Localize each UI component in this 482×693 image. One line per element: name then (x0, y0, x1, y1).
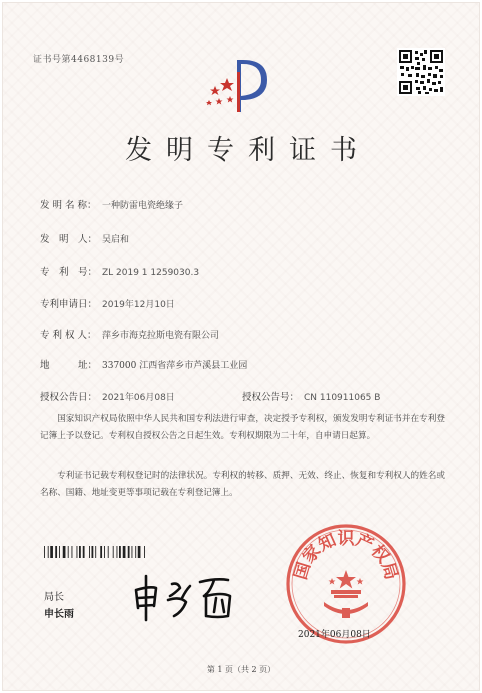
field-value: 2019年12月10日 (102, 300, 175, 310)
barcode-bar (48, 546, 49, 558)
barcode-bar (63, 546, 66, 558)
certificate-number: 证书号第4468139号 (33, 55, 125, 65)
barcode-bar (104, 546, 105, 558)
barcode-bar (117, 546, 118, 558)
barcode-bar (95, 546, 96, 558)
barcode-bar (123, 546, 126, 558)
page-title: 发明专利证书 (125, 135, 371, 166)
barcode-bar (138, 546, 141, 558)
field-value: 萍乡市海克拉斯电瓷有限公司 (102, 331, 220, 341)
barcode-bar (108, 546, 109, 558)
field-label: 专 利 权 人： (40, 330, 97, 341)
field-inventor (40, 231, 129, 245)
field-label: 授权公告号： (242, 392, 300, 403)
field-value: ZL 2019 1 1259030.3 (102, 268, 200, 278)
field-label: 发 明 名 称： (40, 200, 97, 211)
barcode-bar (77, 546, 78, 558)
barcode-bar (144, 546, 145, 558)
field-label: 地 址： (40, 360, 98, 371)
field-value: 2021年06月08日 (102, 393, 175, 403)
handwritten-signature (130, 572, 250, 624)
barcode-bar (89, 546, 90, 558)
field-value: 337000 江西省萍乡市芦溪县工业园 (102, 361, 248, 371)
field-value: CN 110911065 B (304, 393, 381, 403)
signatory-title: 局长 (44, 592, 64, 603)
field-address (40, 357, 247, 371)
legal-status-paragraph: 专利证书记载专利权登记时的法律状况。专利权的转移、质押、无效、终止、恢复和专利权人的姓名或名称、国籍、地址变更等事项记载在专利登记簿上。 (40, 471, 445, 498)
barcode-bar (100, 546, 102, 558)
field-application-date (40, 296, 175, 310)
barcode-bar (79, 546, 81, 558)
barcode-bar (59, 546, 60, 558)
field-grant-date (40, 389, 175, 403)
barcode-bar (92, 546, 94, 558)
grant-statement-paragraph: 国家知识产权局依照中华人民共和国专利法进行审查，决定授予专利权，颁发发明专利证书并在专利登记簿上予以登记。专利权自授权公告之日起生效。专利权期限为二十年，自申请日起算。 (40, 414, 445, 441)
field-label: 发 明 人： (40, 234, 98, 245)
field-invention-name (40, 197, 183, 211)
barcode-bar (135, 546, 136, 558)
field-value: 一种防雷电瓷绝缘子 (102, 201, 184, 211)
field-value: 吴启和 (102, 235, 130, 245)
field-grant-number (242, 389, 380, 403)
field-label: 专利申请日： (40, 299, 98, 310)
barcode-bar (132, 546, 133, 558)
barcode-bar (128, 546, 130, 558)
barcode-bar (50, 546, 53, 558)
barcode-bar (68, 546, 69, 558)
field-label: 专 利 号： (40, 267, 98, 278)
field-patent-number (40, 264, 199, 278)
barcode-bar (44, 546, 45, 558)
qr-code-icon (397, 48, 445, 96)
page-indicator: 第 1 页（共 2 页） (206, 665, 276, 674)
barcode-icon (44, 546, 178, 558)
seal-date: 2021年06月08日 (298, 630, 371, 640)
barcode-bar (55, 546, 57, 558)
barcode-bar (113, 546, 114, 558)
barcode-bar (83, 546, 85, 558)
barcode-bar (119, 546, 121, 558)
signatory-name: 申长雨 (44, 609, 74, 620)
barcode-bar (72, 546, 73, 558)
field-label: 授权公告日： (40, 392, 98, 403)
field-patentee (40, 327, 219, 341)
seal-text: 国家知识产权局 (290, 529, 402, 583)
patent-office-logo-icon (197, 50, 279, 120)
